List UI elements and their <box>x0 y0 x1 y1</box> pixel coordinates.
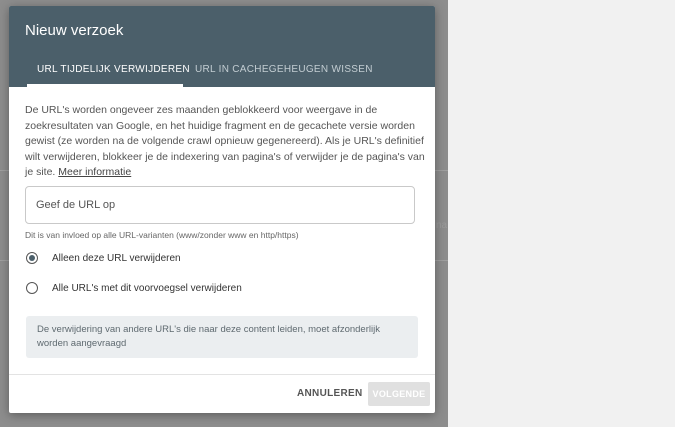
dialog-header <box>9 6 435 87</box>
url-help-text: Dit is van invloed op alle URL-varianten (www/zonder www en http/https) <box>25 230 299 240</box>
url-input[interactable] <box>25 186 415 224</box>
background-fragment-text: na <box>436 220 448 231</box>
cancel-button[interactable]: ANNULEREN <box>297 388 363 399</box>
radio-label: Alleen deze URL verwijderen <box>52 252 181 264</box>
background-right-panel <box>448 0 675 427</box>
description-paragraph <box>25 103 425 181</box>
info-notice <box>26 316 418 358</box>
footer-divider <box>9 374 435 375</box>
radio-label: Alle URL's met dit voorvoegsel verwijderen <box>52 282 242 294</box>
next-button[interactable]: VOLGENDE <box>368 382 430 406</box>
radio-selected-dot <box>29 255 35 261</box>
description-text: De URL's worden ongeveer zes maanden geblokkeerd voor weergave in de zoekresultaten van Google, en het huidige fragment en de gecachete versie worden gewist (ze worden na de volgende crawl opnieuw gegenereerd). Als je URL's definitief wilt verwijderen, blokkeer je de indexering van pagina's of verwijder je de pagina's van je site. <box>25 104 425 179</box>
radio-only-this-url[interactable] <box>26 252 181 264</box>
notice-text: De verwijdering van andere URL's die naar deze content leiden, moet afzonderlijk worden aangevraagd <box>37 324 380 349</box>
tab-clear-cache[interactable]: URL IN CACHEGEHEUGEN WISSEN <box>195 64 373 75</box>
radio-all-with-prefix[interactable] <box>26 282 242 294</box>
radio-button[interactable] <box>26 282 38 294</box>
radio-button-selected[interactable] <box>26 252 38 264</box>
new-request-dialog <box>9 6 435 413</box>
tab-remove-url[interactable]: URL TIJDELIJK VERWIJDEREN <box>37 64 190 75</box>
dialog-title: Nieuw verzoek <box>25 22 124 39</box>
more-info-link[interactable]: Meer informatie <box>58 166 132 179</box>
active-tab-indicator <box>27 84 183 87</box>
